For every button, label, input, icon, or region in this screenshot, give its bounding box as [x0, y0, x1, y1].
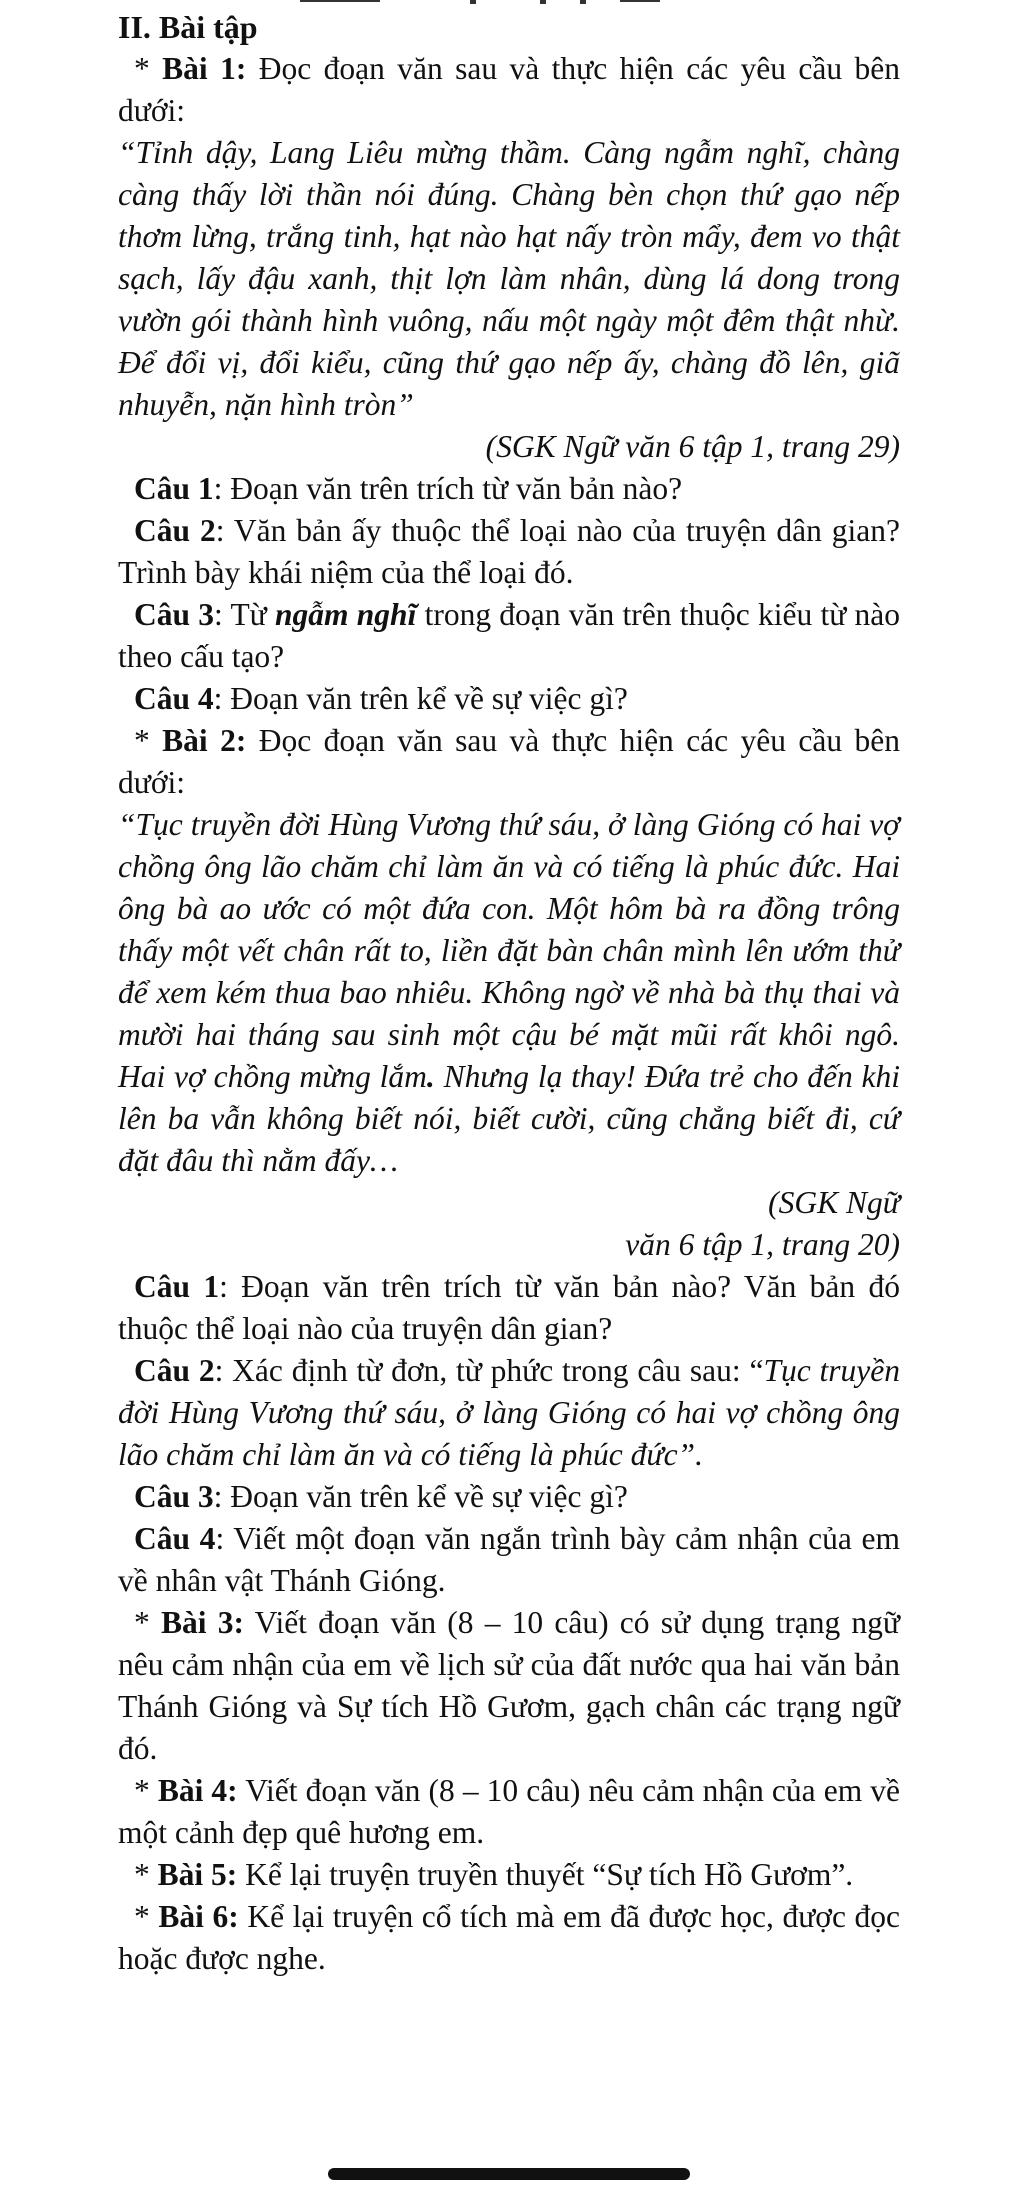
- exercise-1-intro: [118, 48, 900, 132]
- passage-part: “Tục truyền đời Hùng Vương thứ sáu, ở làng Gióng có hai vợ chồng ông lão chăm chỉ làm ăn và có tiếng là phúc đức. Hai ông bà ao ước có một đứa con. Một hôm bà ra đồng trông thấy một vết chân rất to, liền đặt bàn chân mình lên ướm thử để xem kém thua bao nhiêu. Không ngờ về nhà bà thụ thai và mười hai tháng sau sinh một cậu bé mặt mũi rất khôi ngô. Hai vợ chồng mừng lắm: [118, 807, 900, 1094]
- exercise-1-instruction: Đọc đoạn văn sau và thực hiện các yêu cầu bên dưới:: [118, 51, 901, 128]
- star: *: [134, 723, 163, 758]
- exercise-4-text: Viết đoạn văn (8 – 10 câu) nêu cảm nhận của em về một cảnh đẹp quê hương em.: [118, 1773, 901, 1850]
- star: *: [134, 51, 163, 86]
- question-label: Câu 2: [134, 513, 216, 548]
- exercise-6-text: Kể lại truyện cổ tích mà em đã được học, được đọc hoặc được nghe.: [118, 1899, 901, 1976]
- cropped-mark: [540, 0, 546, 4]
- exercise-3: [118, 1602, 900, 1770]
- question-text: : Văn bản ấy thuộc thể loại nào của truyện dân gian? Trình bày khái niệm của thể loại đó.: [118, 513, 900, 590]
- question-label: Câu 4: [134, 1521, 216, 1556]
- exercise-4-label: Bài 4:: [157, 1773, 238, 1808]
- cropped-mark: [470, 0, 476, 4]
- question-text: : Đoạn văn trên trích từ văn bản nào? Văn bản đó thuộc thể loại nào của truyện dân gian?: [118, 1269, 900, 1346]
- home-indicator[interactable]: [328, 2168, 690, 2180]
- exercise-1-question-1: [118, 468, 900, 510]
- question-text: : Đoạn văn trên kể về sự việc gì?: [213, 681, 628, 716]
- exercise-1-question-3: [118, 594, 900, 678]
- exercise-content: [118, 6, 900, 1980]
- question-label: Câu 3: [134, 1479, 214, 1514]
- question-term: ngẫm nghĩ: [275, 597, 417, 632]
- passage-part: Nhưng lạ thay! Đứa trẻ cho đến khi lên ba vẫn không biết nói, biết cười, cũng chẳng biết đi, cứ đặt đâu thì nằm đấy…: [118, 1059, 901, 1178]
- exercise-1-question-2: [118, 510, 900, 594]
- question-quote: Tục truyền đời Hùng Vương thứ sáu, ở làng Gióng có hai vợ chồng ông lão chăm chỉ làm ăn và có tiếng là phúc đức”.: [118, 1353, 900, 1472]
- exercise-1-passage: “Tỉnh dậy, Lang Liêu mừng thầm. Càng ngẫm nghĩ, chàng càng thấy lời thần nói đúng. Chàng bèn chọn thứ gạo nếp thơm lừng, trắng tinh, hạt nào hạt nấy tròn mẩy, đem vo thật sạch, lấy đậu xanh, thịt lợn làm nhân, dùng lá dong trong vườn gói thành hình vuông, nấu một ngày một đêm thật nhừ. Để đổi vị, đổi kiểu, cũng thứ gạo nếp ấy, chàng đồ lên, giã nhuyễn, nặn hình tròn”: [118, 135, 900, 422]
- star: *: [134, 1605, 161, 1640]
- exercise-1-label: Bài 1:: [162, 51, 247, 86]
- exercise-6: [118, 1896, 900, 1980]
- exercise-2-source-line-2: văn 6 tập 1, trang 20): [625, 1227, 900, 1262]
- star: *: [134, 1773, 158, 1808]
- question-text: : Từ: [214, 597, 276, 632]
- exercise-5: [118, 1854, 900, 1896]
- question-label: Câu 2: [134, 1353, 215, 1388]
- exercise-2-passage: [118, 804, 900, 1182]
- star: *: [134, 1899, 159, 1934]
- cropped-mark: [300, 0, 380, 2]
- question-label: Câu 4: [134, 681, 214, 716]
- cropped-mark: [580, 0, 586, 4]
- exercise-1-source: (SGK Ngữ văn 6 tập 1, trang 29): [485, 429, 900, 464]
- question-label: Câu 1: [134, 471, 214, 506]
- question-label: Câu 1: [134, 1269, 220, 1304]
- passage-bold-period: .: [426, 1059, 435, 1094]
- exercise-2-question-2: [118, 1350, 900, 1476]
- exercise-2-question-3: [118, 1476, 900, 1518]
- question-text: trong đoạn văn trên thuộc kiểu từ nào theo cấu tạo?: [118, 597, 900, 674]
- question-label: Câu 3: [134, 597, 215, 632]
- exercise-6-label: Bài 6:: [158, 1899, 239, 1934]
- exercise-2-label: Bài 2:: [162, 723, 247, 758]
- question-text: : Đoạn văn trên trích từ văn bản nào?: [213, 471, 683, 506]
- exercise-5-text: Kể lại truyện truyền thuyết “Sự tích Hồ Gươm”.: [245, 1857, 854, 1892]
- exercise-3-label: Bài 3:: [160, 1605, 244, 1640]
- exercise-4: [118, 1770, 900, 1854]
- question-text: : Đoạn văn trên kể về sự việc gì?: [213, 1479, 628, 1514]
- exercise-2-question-4: [118, 1518, 900, 1602]
- question-text: : Viết một đoạn văn ngắn trình bày cảm nhận của em về nhân vật Thánh Gióng.: [118, 1521, 900, 1598]
- exercise-1-question-4: [118, 678, 900, 720]
- cropped-mark: [620, 0, 660, 2]
- exercise-2-intro: [118, 720, 900, 804]
- section-heading: II. Bài tập: [118, 9, 258, 45]
- exercise-2-source-line-1: (SGK Ngữ: [768, 1185, 900, 1220]
- question-text: : Xác định từ đơn, từ phức trong câu sau: “: [214, 1353, 764, 1388]
- exercise-3-text: Viết đoạn văn (8 – 10 câu) có sử dụng trạng ngữ nêu cảm nhận của em về lịch sử của đất nước qua hai văn bản Thánh Gióng và Sự tích Hồ Gươm, gạch chân các trạng ngữ đó.: [118, 1605, 901, 1766]
- exercise-2-question-1: [118, 1266, 900, 1350]
- exercise-2-instruction: Đọc đoạn văn sau và thực hiện các yêu cầu bên dưới:: [118, 723, 901, 800]
- star: *: [134, 1857, 158, 1892]
- exercise-5-label: Bài 5:: [157, 1857, 238, 1892]
